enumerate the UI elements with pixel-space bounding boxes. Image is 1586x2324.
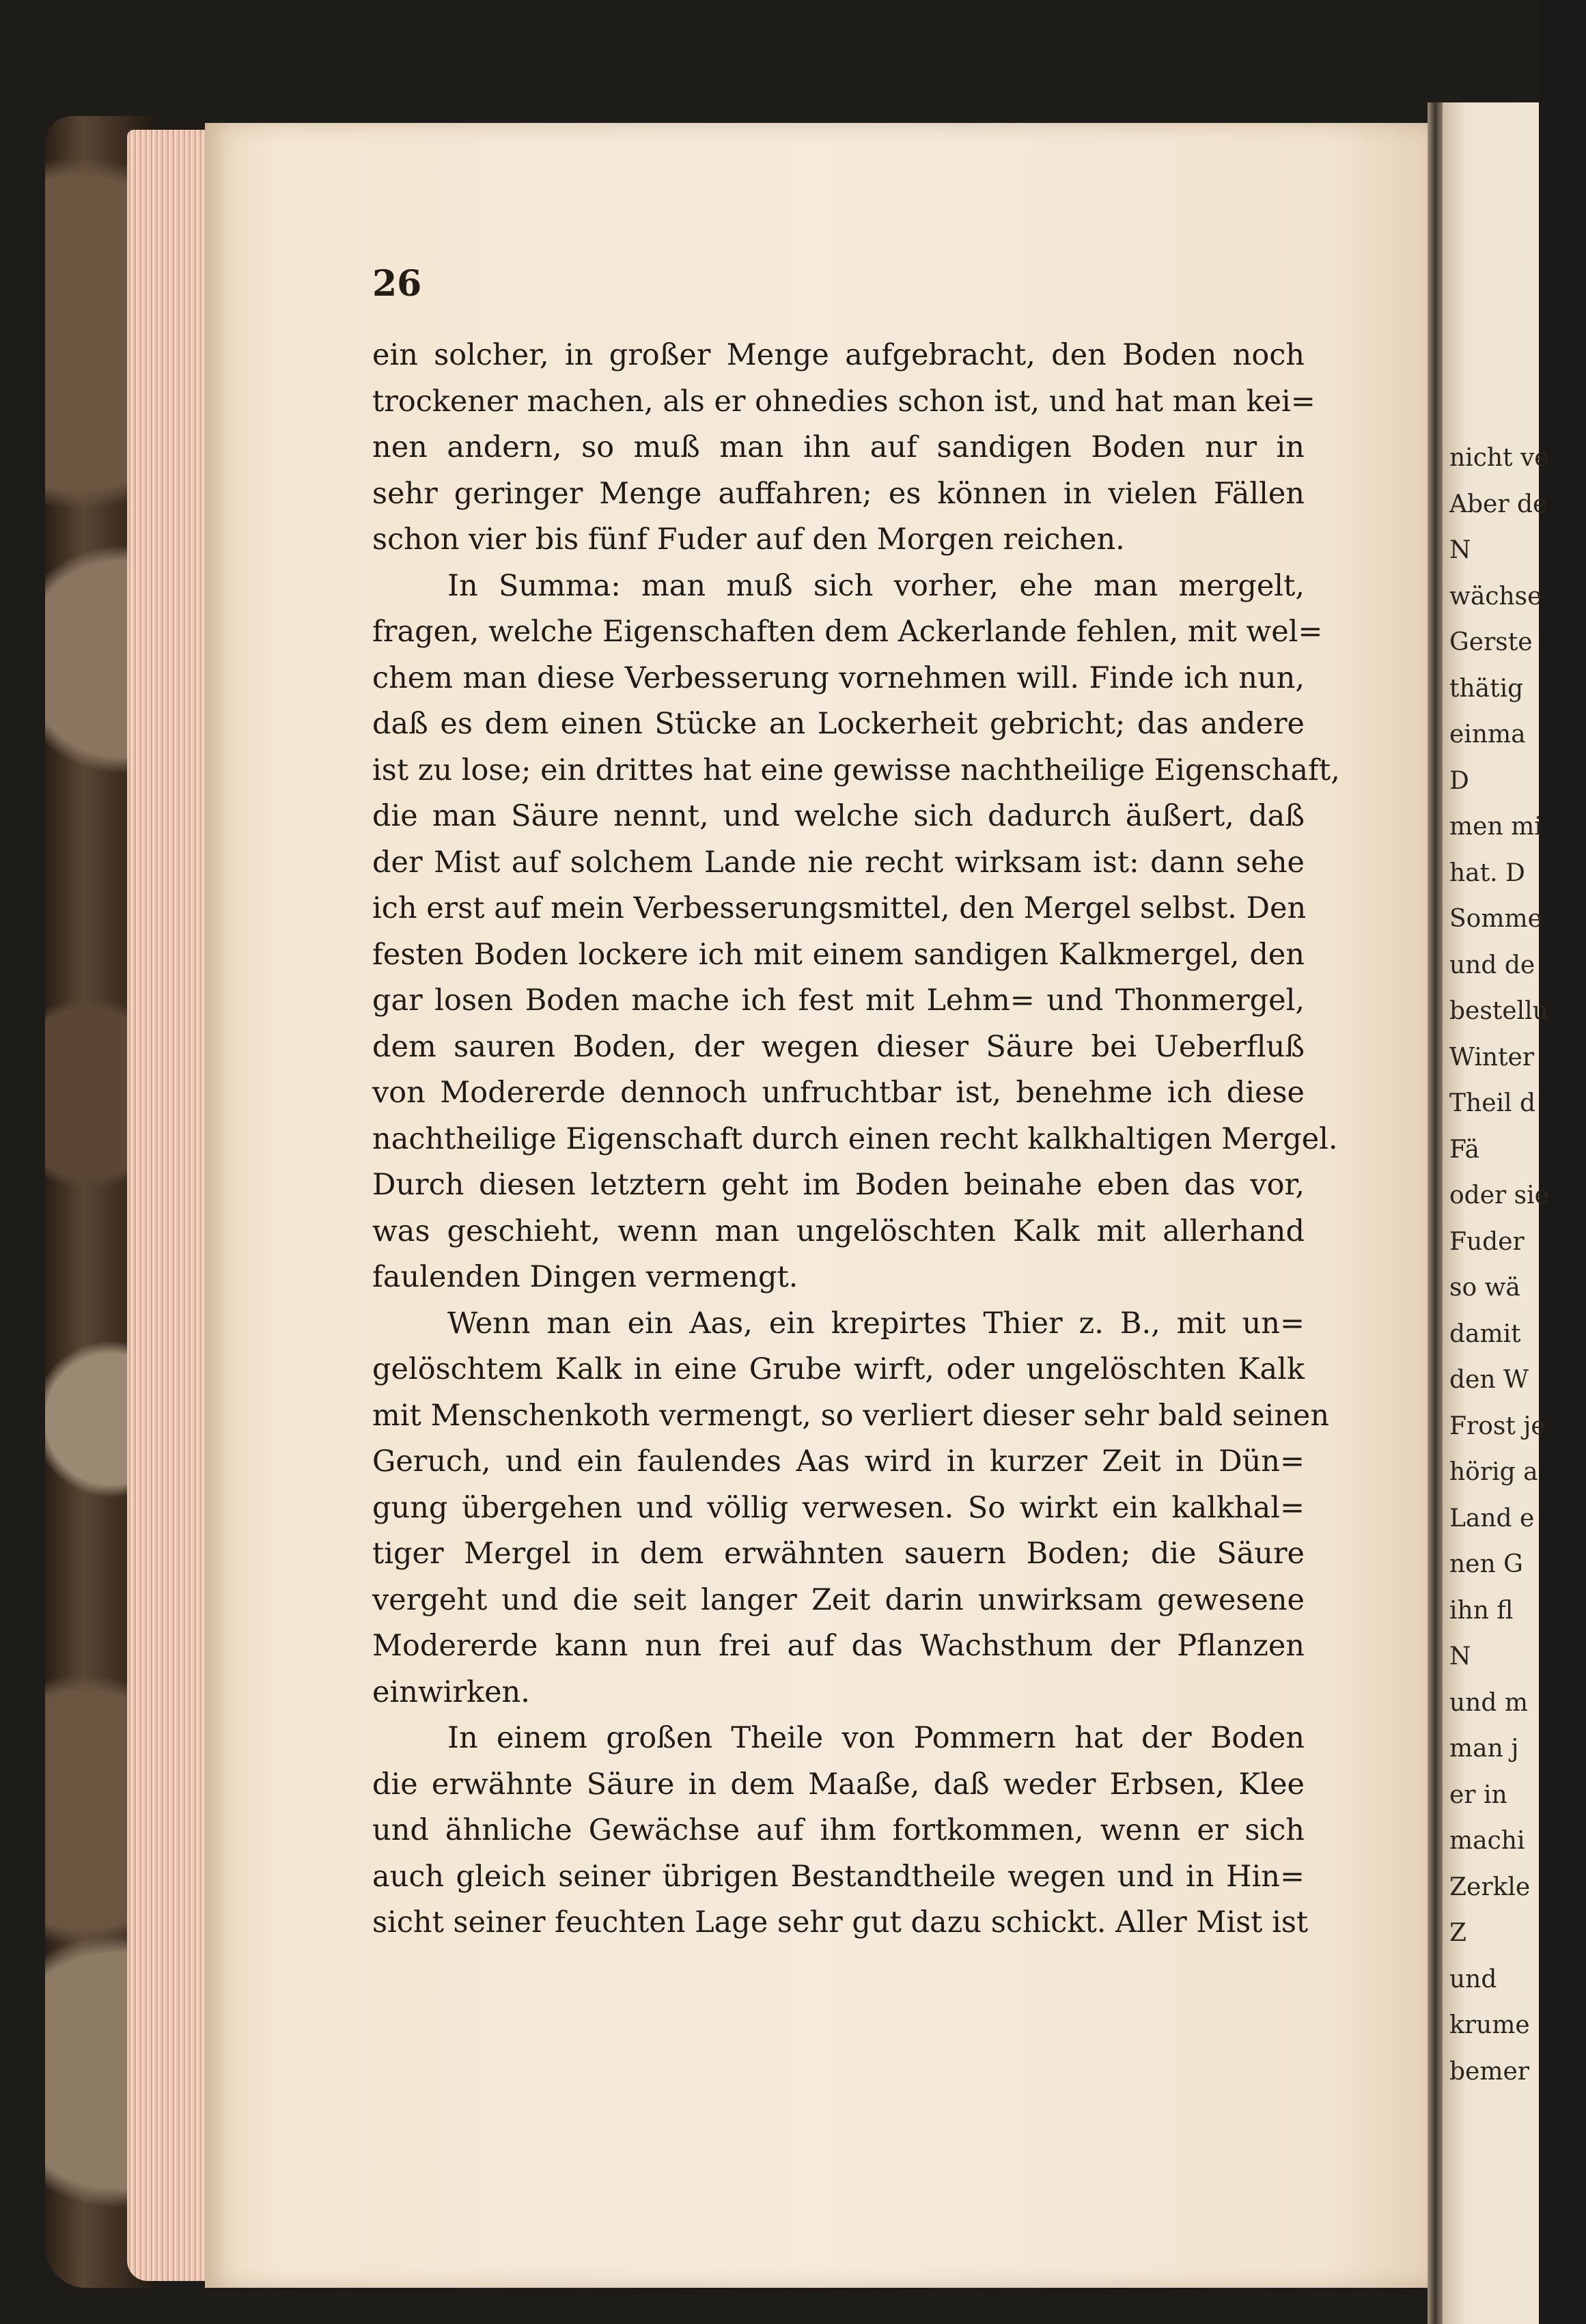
facing-text-fragment: Theil d — [1449, 1089, 1536, 1117]
text-line: sicht seiner feuchten Lage sehr gut dazu schickt. Aller Mist ist — [372, 1905, 1309, 1940]
text-line: In Summa: man muß sich vorher, ehe man mergelt, — [447, 568, 1305, 603]
facing-text-fragment: wächse — [1449, 582, 1542, 611]
facing-text-fragment: Gerste — [1449, 628, 1533, 656]
facing-text-fragment: krume — [1449, 2011, 1530, 2039]
facing-text-fragment: N — [1449, 536, 1471, 564]
facing-text-fragment: Fuder — [1449, 1227, 1525, 1256]
text-line: Durch diesen letztern geht im Boden beinahe eben das vor, — [372, 1168, 1305, 1202]
text-line: daß es dem einen Stücke an Lockerheit gebricht; das andere — [372, 707, 1305, 741]
book-gutter — [1428, 102, 1443, 2324]
facing-text-fragment: und m — [1449, 1688, 1528, 1717]
facing-page-text — [1449, 435, 1586, 2095]
text-line: die man Säure nennt, und welche sich dadurch äußert, daß — [372, 799, 1305, 833]
facing-text-fragment: und de — [1449, 951, 1535, 979]
facing-text-fragment: D — [1449, 766, 1469, 795]
facing-text-fragment: bestellu — [1449, 997, 1548, 1025]
facing-text-fragment: damit — [1449, 1319, 1521, 1348]
facing-text-fragment: Zerkle — [1449, 1873, 1531, 1901]
text-line: In einem großen Theile von Pommern hat der Boden — [447, 1721, 1305, 1755]
facing-page — [1443, 102, 1549, 2324]
text-line: dem sauren Boden, der wegen dieser Säure bei Ueberfluß — [372, 1029, 1305, 1064]
facing-text-fragment: nicht ve — [1449, 444, 1549, 472]
facing-text-fragment: den W — [1449, 1366, 1529, 1394]
text-line: der Mist auf solchem Lande nie recht wirksam ist: dann sehe — [372, 845, 1305, 880]
text-line: tiger Mergel in dem erwähnten sauern Boden; die Säure — [372, 1537, 1305, 1571]
text-line: gung übergehen und völlig verwesen. So wirkt ein kalkhal= — [372, 1490, 1305, 1525]
facing-text-fragment: er in — [1449, 1780, 1507, 1809]
text-line: faulenden Dingen vermengt. — [372, 1260, 798, 1294]
facing-text-fragment: Fä — [1449, 1135, 1479, 1164]
text-line: Wenn man ein Aas, ein krepirtes Thier z. B., mit un= — [447, 1306, 1305, 1341]
text-line: Modererde kann nun frei auf das Wachsthum der Pflanzen — [372, 1629, 1305, 1663]
facing-text-fragment: man j — [1449, 1735, 1519, 1763]
facing-text-fragment: Land e — [1449, 1504, 1535, 1532]
facing-text-fragment: ihn fl — [1449, 1596, 1514, 1625]
text-line: ein solcher, in großer Menge aufgebracht, den Boden noch — [372, 338, 1305, 372]
page-number: 26 — [372, 263, 422, 305]
text-line: vergeht und die seit langer Zeit darin unwirksam gewesene — [372, 1582, 1305, 1617]
text-line: schon vier bis fünf Fuder auf den Morgen reichen. — [372, 522, 1125, 557]
facing-text-fragment: machi — [1449, 1827, 1525, 1855]
text-line: nachtheilige Eigenschaft durch einen recht kalkhaltigen Mergel. — [372, 1121, 1338, 1156]
facing-text-fragment: Winter — [1449, 1043, 1535, 1072]
text-line: ich erst auf mein Verbesserungsmittel, den Mergel selbst. Den — [372, 891, 1307, 925]
facing-text-fragment: so wä — [1449, 1274, 1520, 1302]
text-line: mit Menschenkoth vermengt, so verliert dieser sehr bald seinen — [372, 1398, 1330, 1433]
text-line: was geschieht, wenn man ungelöschten Kalk mit allerhand — [372, 1214, 1305, 1248]
facing-text-fragment: Frost je — [1449, 1412, 1546, 1440]
page-body-text — [372, 333, 1340, 1946]
text-line: von Modererde dennoch unfruchtbar ist, benehme ich diese — [372, 1076, 1305, 1110]
facing-text-fragment: nen G — [1449, 1550, 1523, 1578]
text-line: trockener machen, als er ohnedies schon ist, und hat man kei= — [372, 384, 1316, 419]
facing-text-fragment: bemer — [1449, 2057, 1529, 2086]
text-line: festen Boden lockere ich mit einem sandigen Kalkmergel, den — [372, 937, 1305, 972]
facing-text-fragment: men mi — [1449, 813, 1542, 841]
facing-text-fragment: hörig a — [1449, 1458, 1538, 1486]
facing-text-fragment: oder sie — [1449, 1181, 1549, 1209]
text-line: einwirken. — [372, 1675, 530, 1709]
facing-text-fragment: und — [1449, 1965, 1497, 1993]
text-line: Geruch, und ein faulendes Aas wird in kurzer Zeit in Dün= — [372, 1444, 1305, 1479]
text-line: ist zu lose; ein drittes hat eine gewisse nachtheilige Eigenschaft, — [372, 753, 1340, 787]
text-line: chem man diese Verbesserung vornehmen will. Finde ich nun, — [372, 660, 1305, 695]
text-line: die erwähnte Säure in dem Maaße, daß weder Erbsen, Klee — [372, 1767, 1305, 1802]
text-line: nen andern, so muß man ihn auf sandigen Boden nur in — [372, 430, 1305, 464]
text-line: sehr geringer Menge auffahren; es können in vielen Fällen — [372, 476, 1305, 511]
facing-text-fragment: Z — [1449, 1919, 1467, 1947]
text-line: gelöschtem Kalk in eine Grube wirft, oder ungelöschten Kalk — [372, 1352, 1305, 1386]
text-line: auch gleich seiner übrigen Bestandtheile wegen und in Hin= — [372, 1859, 1305, 1894]
text-line: gar losen Boden mache ich fest mit Lehm= und Thonmergel, — [372, 983, 1305, 1018]
text-line: fragen, welche Eigenschaften dem Ackerlande fehlen, mit wel= — [372, 615, 1323, 649]
facing-text-fragment: Somme — [1449, 905, 1542, 933]
facing-text-fragment: hat. D — [1449, 858, 1525, 887]
facing-text-fragment: einma — [1449, 720, 1526, 748]
facing-text-fragment: Aber de — [1449, 490, 1548, 518]
page-edges — [127, 130, 216, 2281]
facing-text-fragment: N — [1449, 1642, 1471, 1670]
text-line: und ähnliche Gewächse auf ihm fortkommen, wenn er sich — [372, 1813, 1305, 1847]
facing-text-fragment: thätig — [1449, 674, 1524, 703]
